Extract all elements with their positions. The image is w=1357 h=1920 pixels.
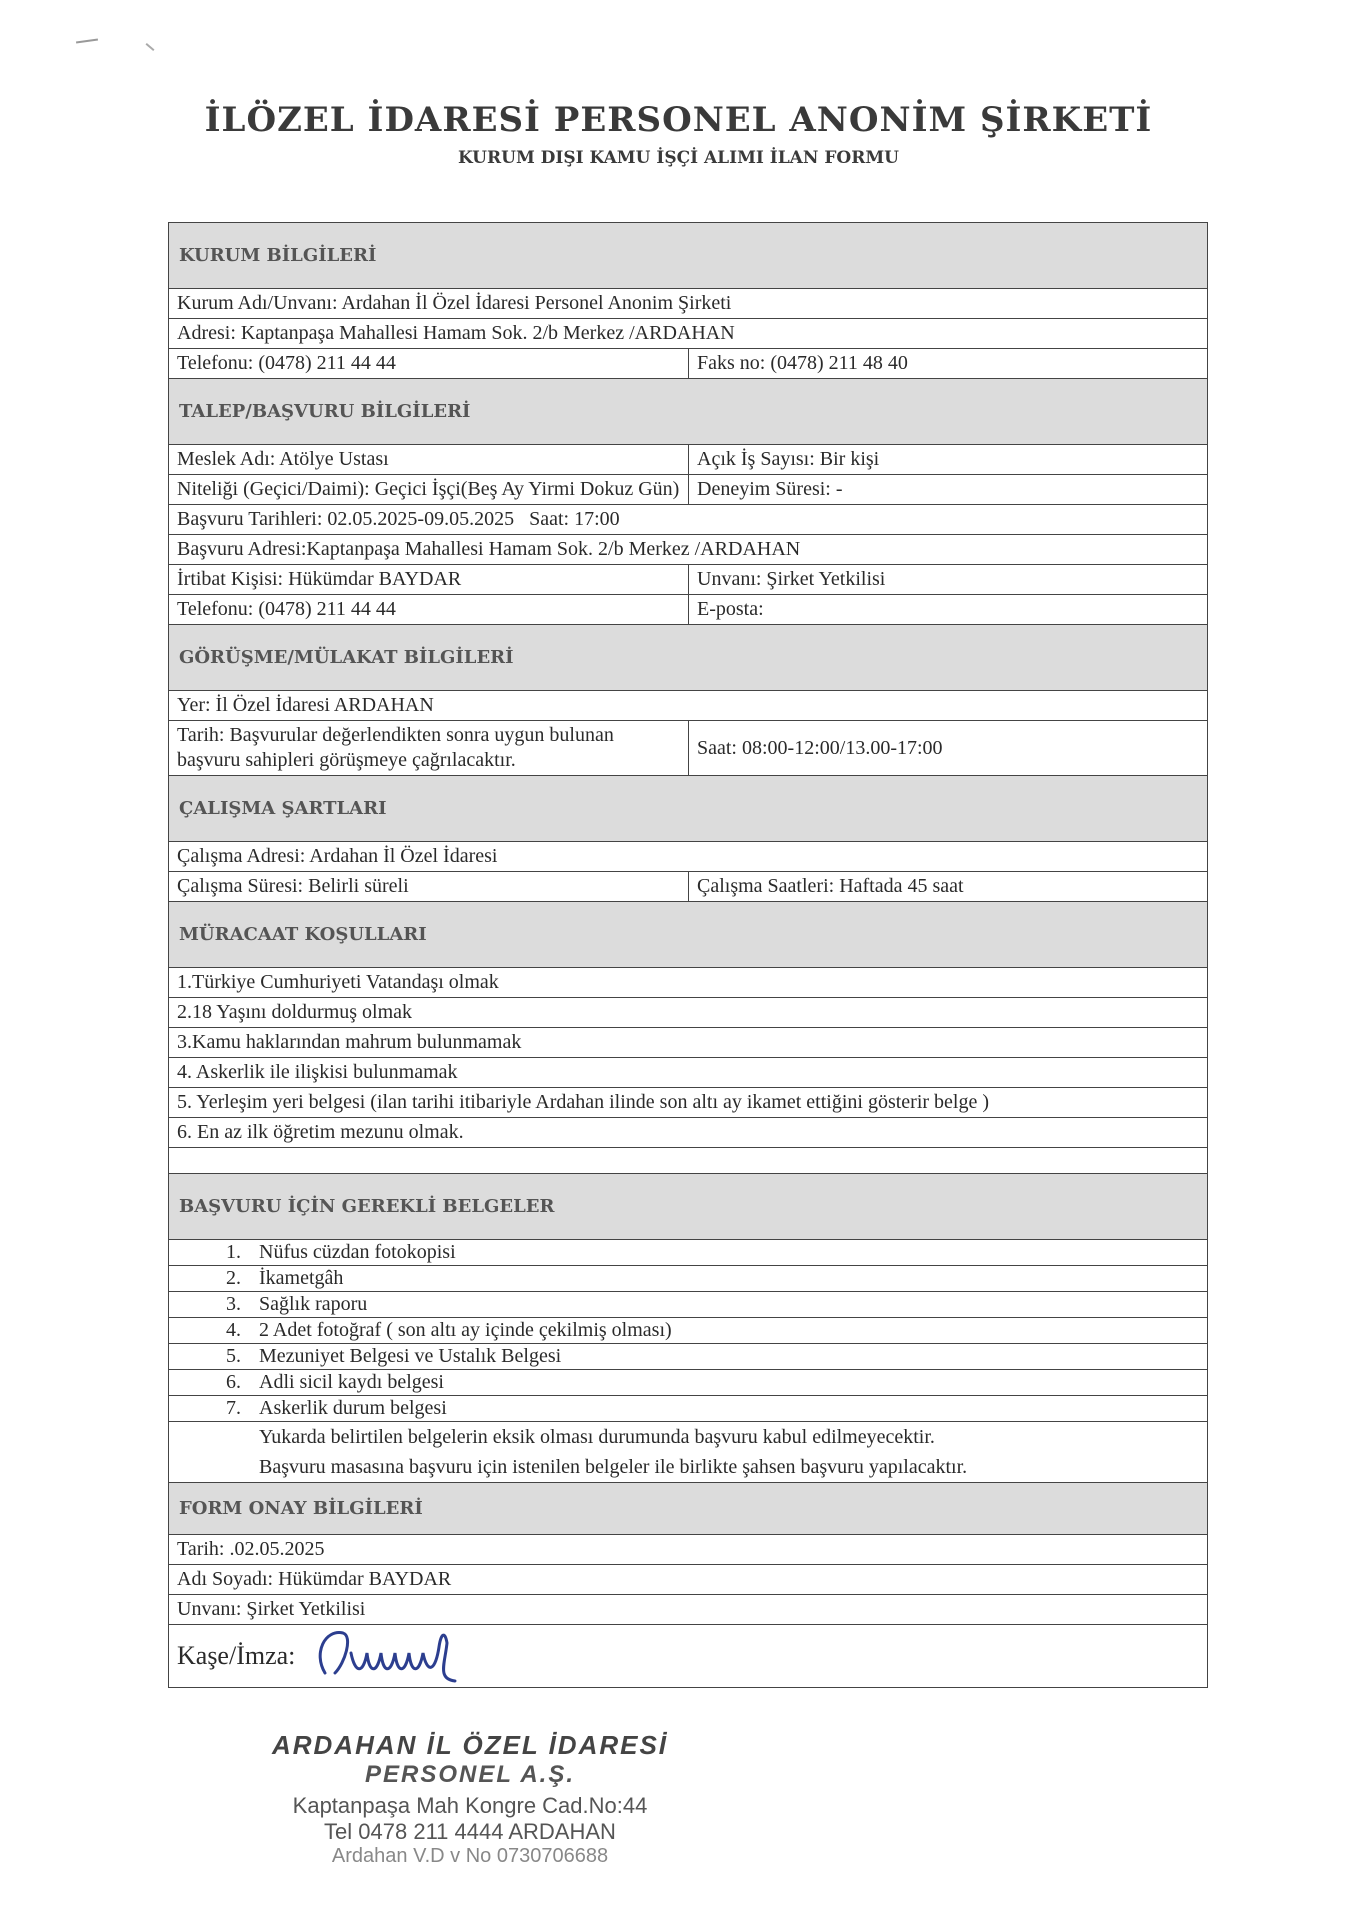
talep-adres-row [169, 535, 1207, 565]
belge-item [169, 1292, 1207, 1318]
talep-meslek-row [169, 445, 1207, 475]
talep-telefon: Telefonu: (0478) 211 44 44 [169, 595, 689, 624]
belge-item [169, 1240, 1207, 1266]
onay-tarih: Tarih: .02.05.2025 [177, 1538, 325, 1560]
talep-meslek: Meslek Adı: Atölye Ustası [169, 445, 689, 474]
empty-row [169, 1148, 1207, 1174]
muracaat-item [169, 1028, 1207, 1058]
calisma-sure: Çalışma Süresi: Belirli süreli [169, 872, 689, 901]
gorusme-tarih: Tarih: Başvurular değerlendikten sonra uygun bulunan başvuru sahipleri görüşmeye çağrılacaktır. [169, 721, 689, 775]
stamp-line: ARDAHAN İL ÖZEL İDARESİ [271, 1730, 669, 1760]
calisma-saatler: Çalışma Saatleri: Haftada 45 saat [697, 875, 964, 897]
gorusme-saat: Saat: 08:00-12:00/13.00-17:00 [697, 736, 943, 759]
section-muracaat-heading: MÜRACAAT KOŞULLARI [169, 902, 1207, 968]
belge-num: 7. [226, 1397, 241, 1419]
talep-acik-is: Açık İş Sayısı: Bir kişi [697, 448, 880, 470]
scan-mark [146, 43, 155, 51]
belge-num: 6. [226, 1371, 241, 1393]
belge-num: 4. [226, 1319, 241, 1341]
document-subtitle: KURUM DIŞI KAMU İŞÇİ ALIMI İLAN FORMU [458, 148, 899, 168]
stamp-line: PERSONEL A.Ş. [364, 1761, 576, 1788]
talep-tarihler-row [169, 505, 1207, 535]
belge-note: Yukarda belirtilen belgelerin eksik olması durumunda başvuru kabul edilmeyecektir. [259, 1426, 935, 1448]
stamp-line: Kaptanpaşa Mah Kongre Cad.No:44 [292, 1793, 648, 1818]
talep-irtibat-row [169, 565, 1207, 595]
kurum-name-row [169, 289, 1207, 319]
muracaat-item-text: 2.18 Yaşını doldurmuş olmak [177, 1001, 413, 1023]
belge-item [169, 1396, 1207, 1422]
talep-unvan: Unvanı: Şirket Yetkilisi [697, 568, 886, 590]
muracaat-item-text: 3.Kamu haklarından mahrum bulunmamak [177, 1031, 522, 1053]
section-onay-heading: FORM ONAY BİLGİLERİ [169, 1483, 1207, 1535]
talep-niteligi: Niteliği (Geçici/Daimi): Geçici İşçi(Beş Ay Yirmi Dokuz Gün) [169, 475, 689, 504]
talep-tarihler: Başvuru Tarihleri: 02.05.2025-09.05.2025 Saat: 17:00 [177, 508, 620, 530]
kurum-phone-row [169, 349, 1207, 379]
onay-adsoyad: Adı Soyadı: Hükümdar BAYDAR [177, 1568, 452, 1590]
muracaat-item [169, 998, 1207, 1028]
calisma-sure-row [169, 872, 1207, 902]
kurum-address: Adresi: Kaptanpaşa Mahallesi Hamam Sok. 2/b Merkez /ARDAHAN [177, 322, 735, 344]
kurum-address-row [169, 319, 1207, 349]
onay-kase-row [169, 1625, 1207, 1687]
talep-adres: Başvuru Adresi:Kaptanpaşa Mahallesi Hamam Sok. 2/b Merkez /ARDAHAN [177, 538, 801, 560]
onay-unvan: Unvanı: Şirket Yetkilisi [177, 1598, 366, 1620]
gorusme-yer: Yer: İl Özel İdaresi ARDAHAN [177, 694, 434, 716]
belge-num: 1. [226, 1241, 241, 1263]
stamp-line: Ardahan V.D v No 0730706688 [331, 1845, 609, 1867]
muracaat-item [169, 968, 1207, 998]
muracaat-item-text: 1.Türkiye Cumhuriyeti Vatandaşı olmak [177, 971, 499, 993]
talep-irtibat: İrtibat Kişisi: Hükümdar BAYDAR [169, 565, 689, 594]
onay-kase-label: Kaşe/İmza: [177, 1641, 296, 1670]
belge-text: Mezuniyet Belgesi ve Ustalık Belgesi [259, 1345, 562, 1367]
belge-item [169, 1266, 1207, 1292]
gorusme-yer-row [169, 691, 1207, 721]
belge-item [169, 1370, 1207, 1396]
belge-item [169, 1344, 1207, 1370]
section-calisma-heading: ÇALIŞMA ŞARTLARI [169, 776, 1207, 842]
calisma-adres-row [169, 842, 1207, 872]
belge-text: Sağlık raporu [259, 1293, 368, 1315]
calisma-adres: Çalışma Adresi: Ardahan İl Özel İdaresi [177, 845, 498, 867]
belge-num: 5. [226, 1345, 241, 1367]
kurum-name: Kurum Adı/Unvanı: Ardahan İl Özel İdaresi Personel Anonim Şirketi [177, 292, 732, 314]
onay-tarih-row [169, 1535, 1207, 1565]
talep-telefon-row [169, 595, 1207, 625]
form-table [168, 222, 1208, 1688]
onay-unvan-row [169, 1595, 1207, 1625]
muracaat-item [169, 1088, 1207, 1118]
scan-mark [76, 38, 98, 43]
belge-note: Başvuru masasına başvuru için istenilen belgeler ile birlikte şahsen başvuru yapılacaktır. [169, 1452, 1207, 1483]
company-stamp [240, 1730, 700, 1868]
talep-deneyim: Deneyim Süresi: - [697, 478, 843, 500]
belge-text: Adli sicil kaydı belgesi [259, 1371, 444, 1393]
muracaat-item [169, 1118, 1207, 1148]
signature [305, 1623, 495, 1689]
onay-adsoyad-row [169, 1565, 1207, 1595]
muracaat-item-text: 6. En az ilk öğretim mezunu olmak. [177, 1121, 464, 1143]
belge-text: Nüfus cüzdan fotokopisi [259, 1241, 456, 1263]
belge-text: İkametgâh [259, 1267, 344, 1289]
muracaat-item [169, 1058, 1207, 1088]
belge-num: 2. [226, 1267, 241, 1289]
belge-num: 3. [226, 1293, 241, 1315]
document-title: İLÖZEL İDARESİ PERSONEL ANONİM ŞİRKETİ [204, 100, 1153, 140]
section-gorusme-heading: GÖRÜŞME/MÜLAKAT BİLGİLERİ [169, 625, 1207, 691]
section-talep-heading: TALEP/BAŞVURU BİLGİLERİ [169, 379, 1207, 445]
section-belgeler-heading: BAŞVURU İÇİN GEREKLİ BELGELER [169, 1174, 1207, 1240]
kurum-fax: Faks no: (0478) 211 48 40 [697, 352, 908, 374]
talep-eposta: E-posta: [697, 598, 764, 620]
section-kurum-heading: KURUM BİLGİLERİ [169, 223, 1207, 289]
belge-item [169, 1318, 1207, 1344]
stamp-line: Tel 0478 211 4444 ARDAHAN [324, 1819, 616, 1844]
muracaat-item-text: 4. Askerlik ile ilişkisi bulunmamak [177, 1061, 458, 1083]
talep-nitelik-row [169, 475, 1207, 505]
muracaat-item-text: 5. Yerleşim yeri belgesi (ilan tarihi itibariyle Ardahan ilinde son altı ay ikamet ettiğini gösterir belge ) [177, 1091, 990, 1113]
belge-text: 2 Adet fotoğraf ( son altı ay içinde çekilmiş olması) [259, 1319, 672, 1341]
kurum-phone: Telefonu: (0478) 211 44 44 [169, 349, 689, 378]
gorusme-tarih-row [169, 721, 1207, 776]
belge-text: Askerlik durum belgesi [259, 1397, 447, 1419]
